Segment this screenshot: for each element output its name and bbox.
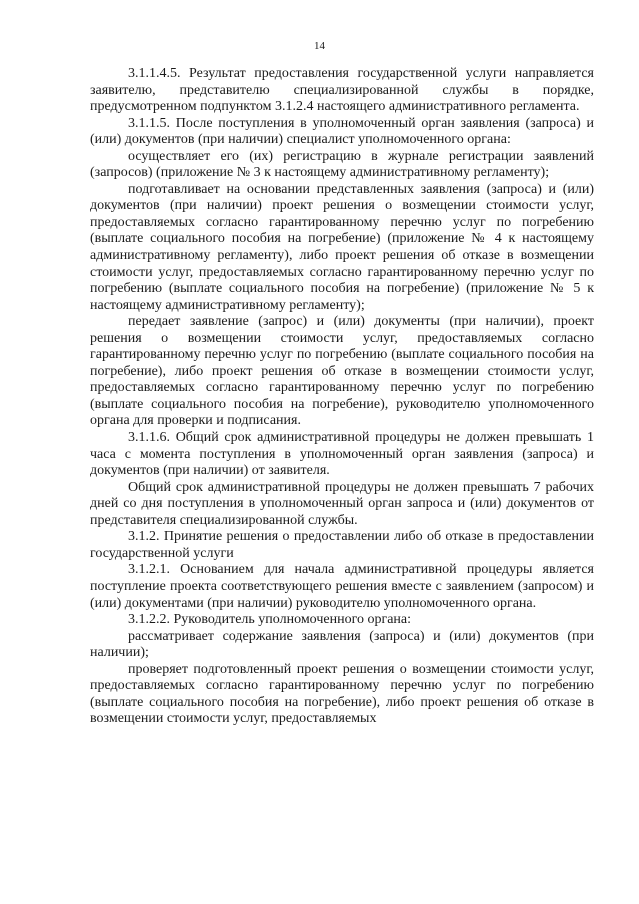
paragraph-checks: проверяет подготовленный проект решения о возмещении стоимости услуг, предоставляемых согласно гарантированному перечню услуг по погребению (выплате социального пособия на погребение), либо проект решения об отказе в возмещении стоимости услуг, предоставляемых	[90, 661, 594, 727]
paragraph-3-1-1-4-5: 3.1.1.4.5. Результат предоставления государственной услуги направляется заявителю, представителю специализированной службы в порядке, предусмотренном подпунктом 3.1.2.4 настоящего административного регламента.	[90, 66, 594, 115]
paragraph-3-1-2-2: 3.1.2.2. Руководитель уполномоченного органа:	[128, 612, 412, 628]
paragraph-registration: осуществляет его (их) регистрацию в журнале регистрации заявлений (запросов) (приложение № 3 к настоящему административному регламенту);	[90, 148, 594, 181]
page-number: 14	[314, 40, 325, 52]
paragraph-3-1-1-6: 3.1.1.6. Общий срок административной процедуры не должен превышать 1 часа с момента поступления в уполномоченный орган заявления (запроса) и документов (при наличии) от заявителя.	[90, 430, 594, 479]
paragraph-prepares-draft: подготавливает на основании представленных заявления (запроса) и (или) документов (при наличии) проект решения о возмещении стоимости услуг, предоставляемых согласно гарантированному перечню услуг по погребению (выплате социального пособия на погребение) (приложение № 4 к настоящему административному регламенту), либо проект решения об отказе в возмещении стоимости услуг, предоставляемых согласно гарантированному перечню услуг по погребению (выплате социального пособия на погребение) (приложение № 5 к настоящему административному регламенту);	[90, 181, 594, 313]
paragraph-transfers: передает заявление (запрос) и (или) документы (при наличии), проект решения о возмещении стоимости услуг, предоставляемых согласно гарантированному перечню услуг по погребению (выплате социального пособия на погребение), либо проект решения об отказе в возмещении стоимости услуг, предоставляемых согласно гарантированному перечню услуг по погребению (выплате социального пособия на погребение), руководителю уполномоченного органа для проверки и подписания.	[90, 314, 594, 429]
paragraph-reviews: рассматривает содержание заявления (запроса) и (или) документов (при наличии);	[90, 628, 594, 661]
paragraph-3-1-2-1: 3.1.2.1. Основанием для начала административной процедуры является поступление проекта соответствующего решения вместе с заявлением (запросом) и (или) документами (при наличии) руководителю уполномоченного органа.	[90, 562, 594, 611]
paragraph-3-1-1-5: 3.1.1.5. После поступления в уполномоченный орган заявления (запроса) и (или) документов (при наличии) специалист уполномоченного органа:	[90, 115, 594, 148]
document-body	[90, 66, 594, 728]
paragraph-total-term: Общий срок административной процедуры не должен превышать 7 рабочих дней со дня поступления в уполномоченный орган запроса и (или) документов от представителя специализированной службы.	[90, 479, 594, 528]
paragraph-3-1-2: 3.1.2. Принятие решения о предоставлении либо об отказе в предоставлении государственной услуги	[90, 529, 594, 561]
